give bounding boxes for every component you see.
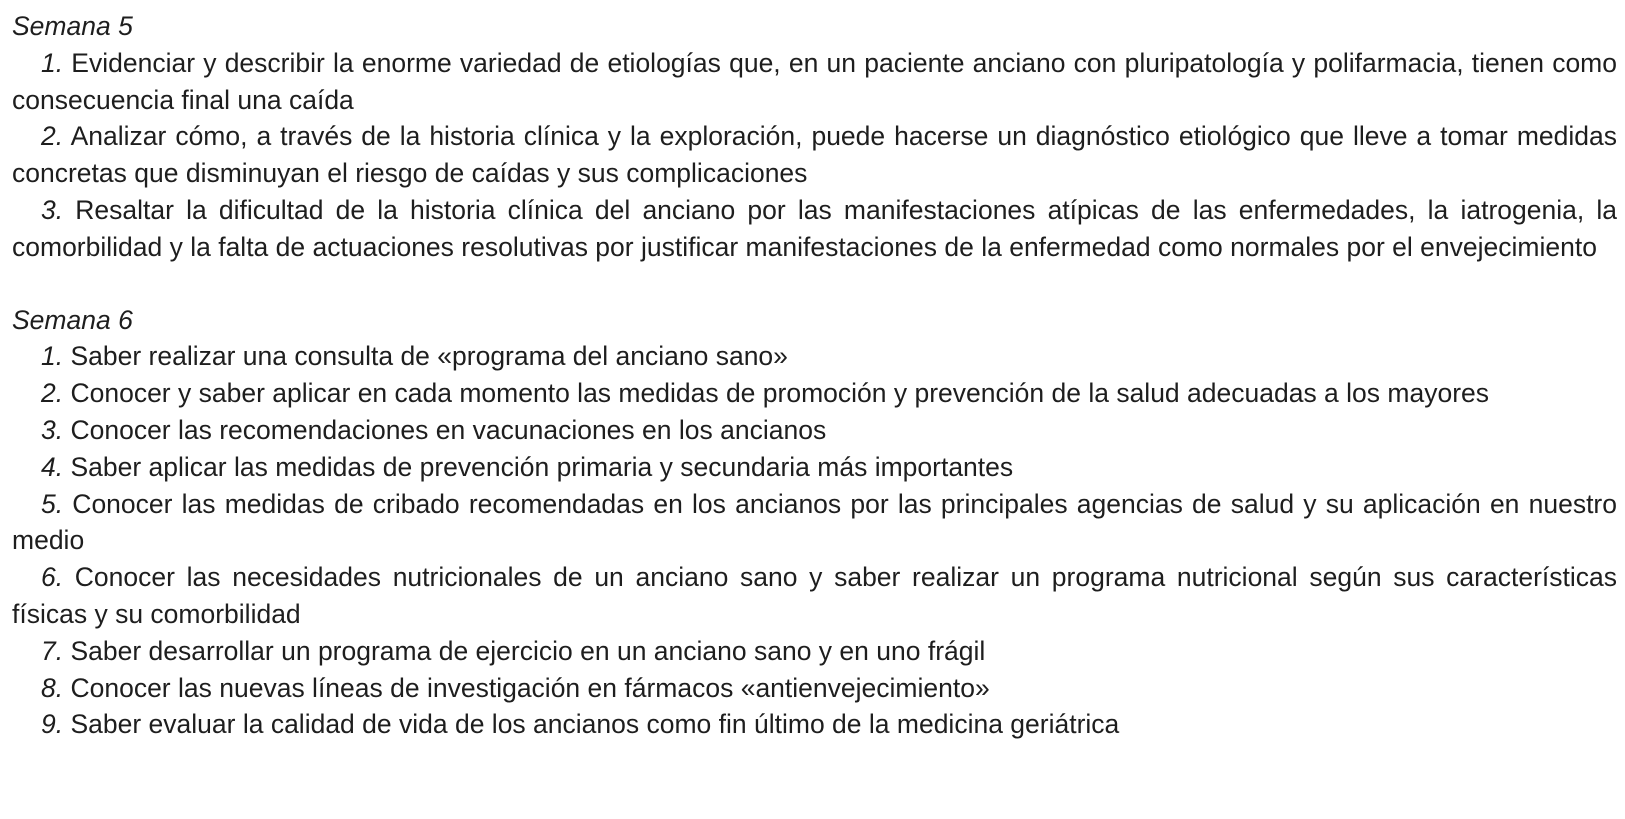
item-number: 1. — [41, 47, 64, 78]
item-text: Resaltar la dificultad de la historia clínica del anciano por las manifestaciones atípicas de las enfermedades, la iatrogenia, la comorbilidad y la falta de actuaciones resolutivas por justificar manifestaciones de la enfermedad como normales por el envejecimiento — [12, 194, 1617, 262]
item-number: 3. — [41, 414, 64, 445]
list-item — [12, 486, 1617, 560]
list-item — [12, 706, 1617, 743]
item-text: Saber realizar una consulta de «programa del anciano sano» — [63, 341, 788, 372]
item-text: Saber desarrollar un programa de ejercicio en un anciano sano y en uno frágil — [63, 635, 986, 666]
list-item — [12, 192, 1617, 266]
item-number: 6. — [41, 562, 64, 593]
item-number: 4. — [41, 451, 64, 482]
item-number: 3. — [41, 194, 64, 225]
list-item — [12, 670, 1617, 707]
list-item — [12, 118, 1617, 192]
list-item — [12, 375, 1617, 412]
item-number: 8. — [41, 672, 64, 703]
item-text: Conocer las recomendaciones en vacunaciones en los ancianos — [63, 414, 827, 445]
list-item — [12, 412, 1617, 449]
item-number: 2. — [41, 378, 64, 409]
list-item — [12, 449, 1617, 486]
list-item — [12, 338, 1617, 375]
list-item — [12, 559, 1617, 633]
item-text: Conocer las necesidades nutricionales de un anciano sano y saber realizar un programa nutricional según sus características físicas y su comorbilidad — [12, 562, 1617, 629]
section-spacer — [12, 266, 1617, 302]
list-item — [12, 633, 1617, 670]
item-number: 2. — [41, 121, 64, 152]
section-semana-6 — [12, 302, 1617, 744]
item-text: Saber evaluar la calidad de vida de los ancianos como fin último de la medicina geriátrica — [63, 709, 1120, 740]
section-title: Semana 6 — [12, 304, 133, 335]
item-text: Evidenciar y describir la enorme variedad de etiologías que, en un paciente anciano con pluripatología y polifarmacia, tienen como consecuencia final una caída — [12, 47, 1617, 115]
item-text: Conocer las medidas de cribado recomendadas en los ancianos por las principales agencias de salud y su aplicación en nuestro medio — [12, 488, 1617, 556]
document-page — [12, 8, 1617, 743]
item-text: Analizar cómo, a través de la historia clínica y la exploración, puede hacerse un diagnóstico etiológico que lleve a tomar medidas concretas que disminuyan el riesgo de caídas y sus complicaciones — [12, 121, 1617, 189]
item-text: Conocer y saber aplicar en cada momento las medidas de promoción y prevención de la salud adecuadas a los mayores — [63, 378, 1490, 409]
item-text: Conocer las nuevas líneas de investigación en fármacos «antienvejecimiento» — [63, 672, 990, 703]
item-number: 1. — [41, 341, 64, 372]
item-number: 9. — [41, 709, 64, 740]
item-number: 5. — [41, 488, 64, 519]
section-semana-5 — [12, 8, 1617, 266]
list-item — [12, 45, 1617, 119]
section-title: Semana 5 — [12, 11, 133, 41]
item-text: Saber aplicar las medidas de prevención primaria y secundaria más importantes — [63, 451, 1014, 482]
item-number: 7. — [41, 635, 64, 666]
